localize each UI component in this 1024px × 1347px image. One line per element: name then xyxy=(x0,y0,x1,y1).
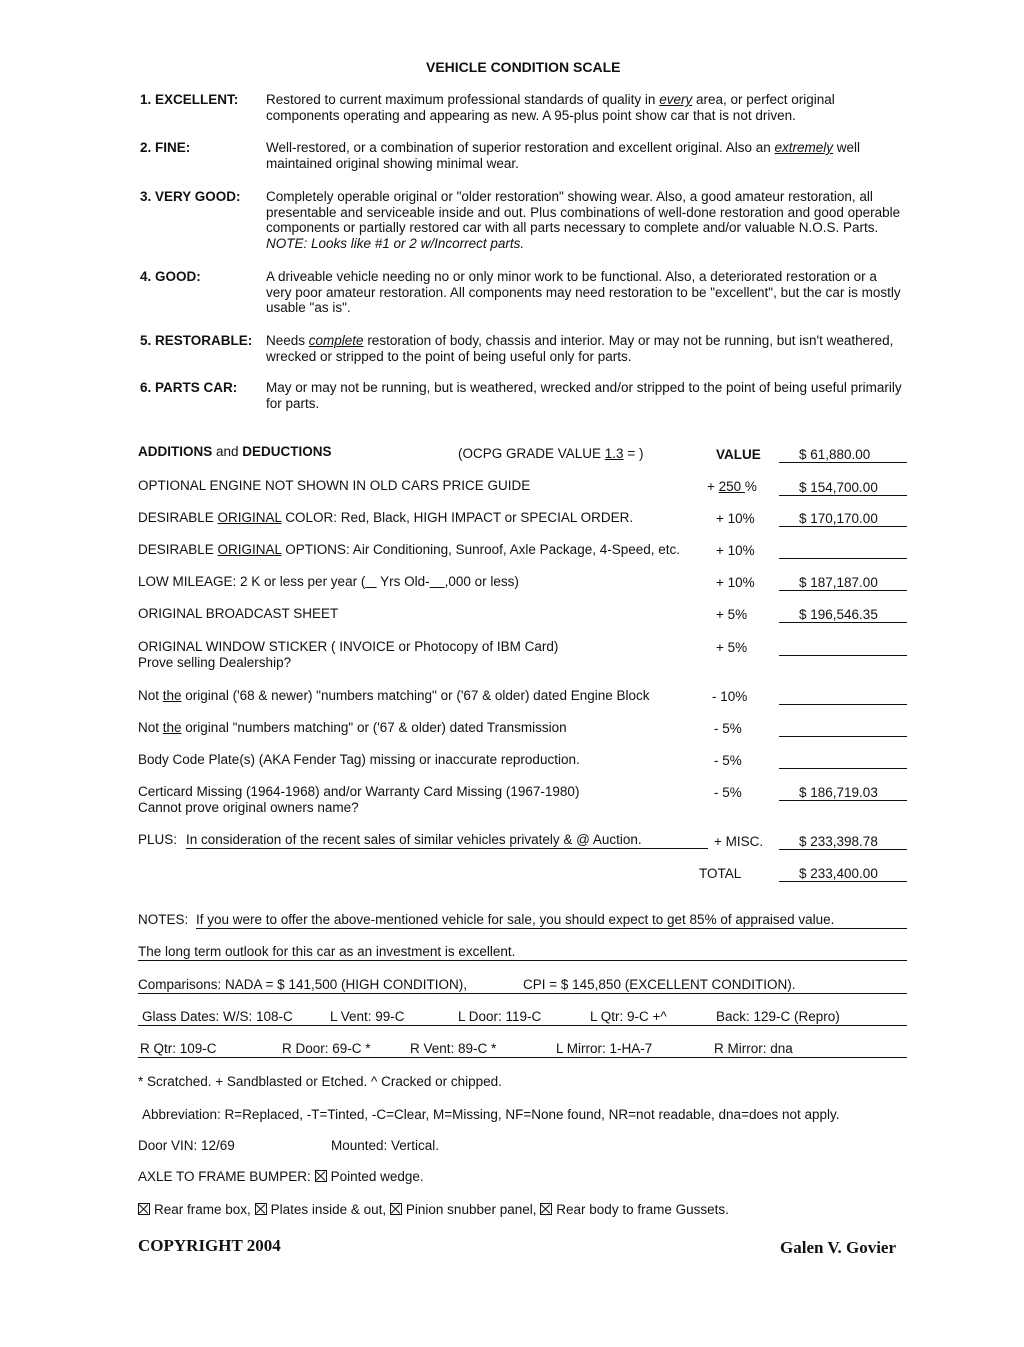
row-label xyxy=(138,542,680,558)
notes-line2-text: The long term outlook for this car as an investment is excellent. xyxy=(138,944,516,959)
row-value-text xyxy=(779,721,799,736)
abbreviation: Abbreviation: R=Replaced, -T=Tinted, -C=Clear, M=Missing, NF=None found, NR=not readable, dna=does not apply. xyxy=(142,1107,840,1122)
mounted: Mounted: Vertical. xyxy=(331,1138,440,1153)
row-label-u: the xyxy=(162,688,182,703)
row-value xyxy=(779,785,907,801)
row-adjustment: + 10% xyxy=(716,543,755,558)
grade-description-text: area, or perfect original components operating and appearing as new. A 95-plus point show car that is not driven. xyxy=(266,92,835,123)
glass-dates-line-1 xyxy=(138,1009,907,1026)
grade-label: 6. PARTS CAR: xyxy=(140,380,238,395)
row-value-text xyxy=(779,543,799,558)
row-label-u: ORIGINAL xyxy=(217,542,282,557)
ocpg-grade-value: 1.3 xyxy=(604,446,624,461)
row-value-text: $ 187,187.00 xyxy=(799,575,878,590)
grade-description-text: well maintained original showing minimal wear. xyxy=(266,140,861,171)
grade-description-text: NOTE: Looks like #1 or 2 w/Incorrect parts. xyxy=(266,235,525,251)
ocpg-prefix: (OCPG GRADE VALUE xyxy=(458,446,605,461)
row-value-text xyxy=(779,753,799,768)
row-adjustment: + 10% xyxy=(716,511,755,526)
comparisons-cpi: CPI = $ 145,850 (EXCELLENT CONDITION). xyxy=(523,977,796,992)
row-adjustment: - 5% xyxy=(714,721,742,736)
base-value xyxy=(779,447,907,463)
row-adjustment xyxy=(707,479,757,494)
grade-description-text: Restored to current maximum professional standards of quality in xyxy=(266,92,660,107)
notes-line1-text: If you were to offer the above-mentioned vehicle for sale, you should expect to get 85% of appraised value. xyxy=(196,912,835,927)
row-adjustment: - 10% xyxy=(712,689,748,704)
row-label-b: COLOR: Red, Black, HIGH IMPACT or SPECIAL ORDER. xyxy=(281,510,634,525)
row-value-text: $ 186,719.03 xyxy=(799,785,878,800)
glass-l-vent: L Vent: 99-C xyxy=(330,1009,405,1024)
adj-prefix: + xyxy=(707,479,719,494)
row-label-u: ORIGINAL xyxy=(217,510,282,525)
check-label: Rear frame box, xyxy=(154,1202,251,1217)
row-label-a: Not xyxy=(138,688,163,703)
grade-description xyxy=(266,189,906,251)
grade-label: 4. GOOD: xyxy=(140,269,201,284)
glass-r-door: R Door: 69-C * xyxy=(282,1041,371,1056)
checked-box-icon xyxy=(390,1203,402,1215)
row-label-line1: Certicard Missing (1964-1968) and/or Warranty Card Missing (1967-1980) xyxy=(138,784,580,799)
comparisons-line xyxy=(138,977,907,994)
row-label-a: LOW MILEAGE: 2 K or less per year ( xyxy=(138,574,366,589)
grade-description-text: complete xyxy=(308,333,364,348)
glass-dates-line-2 xyxy=(138,1041,907,1058)
additions-heading xyxy=(138,444,332,459)
row-adjustment: - 5% xyxy=(714,785,742,800)
row-value-text xyxy=(779,689,799,704)
checked-box-icon xyxy=(540,1203,552,1215)
grade-label: 3. VERY GOOD: xyxy=(140,189,241,204)
row-label-line1: ORIGINAL WINDOW STICKER ( INVOICE or Photocopy of IBM Card) xyxy=(138,639,559,654)
row-value xyxy=(779,543,907,559)
checked-box-icon xyxy=(255,1203,267,1215)
row-value-text xyxy=(779,640,799,655)
row-label: OPTIONAL ENGINE NOT SHOWN IN OLD CARS PRICE GUIDE xyxy=(138,478,531,493)
grade-label: 1. EXCELLENT: xyxy=(140,92,239,107)
row-adjustment: - 5% xyxy=(714,753,742,768)
adj-percent: 250 xyxy=(718,479,745,494)
row-label: ORIGINAL BROADCAST SHEET xyxy=(138,606,339,621)
row-label-b: OPTIONS: Air Conditioning, Sunroof, Axle Package, 4-Speed, etc. xyxy=(281,542,681,557)
row-value xyxy=(779,575,907,591)
row-value xyxy=(779,753,907,769)
row-adjustment: + 10% xyxy=(716,575,755,590)
notes-line1 xyxy=(196,912,907,929)
grade-label: 2. FINE: xyxy=(140,140,191,155)
notes-line2 xyxy=(138,944,907,961)
notes-label: NOTES: xyxy=(138,912,189,927)
row-label xyxy=(138,784,579,816)
plus-value xyxy=(779,834,907,850)
additions-heading-b: DEDUCTIONS xyxy=(242,444,332,459)
glass-ws: Glass Dates: W/S: 108-C xyxy=(142,1009,293,1024)
plus-text-value: In consideration of the recent sales of similar vehicles privately & @ Auction. xyxy=(186,832,642,847)
axle-to-frame xyxy=(138,1169,424,1184)
axle-value: Pointed wedge. xyxy=(330,1169,424,1184)
row-label-a: DESIRABLE xyxy=(138,510,218,525)
row-label xyxy=(138,510,633,526)
grade-description-text: extremely xyxy=(774,140,834,155)
additions-heading-and: and xyxy=(212,444,243,459)
grade-description-text: A driveable vehicle needing no or only minor work to be functional. Also, a deteriorated restoration or a very poor amateur restoration. All components may need restoration to be "excellent", but the car is mostly usable "as is". xyxy=(266,269,901,315)
grade-description-text: restoration of body, chassis and interior. May or may not be running, but isn't weathered, wrecked or stripped to the point of being useful only for parts. xyxy=(266,333,894,364)
grade-description xyxy=(266,380,906,411)
row-label xyxy=(138,574,519,590)
row-label xyxy=(138,688,650,704)
grade-description xyxy=(266,269,906,316)
row-label-blank xyxy=(430,574,445,589)
row-value xyxy=(779,640,907,656)
glass-r-qtr: R Qtr: 109-C xyxy=(140,1041,217,1056)
glass-r-vent: R Vent: 89-C * xyxy=(410,1041,497,1056)
grade-description-text: Well-restored, or a combination of superior restoration and excellent original. Also an xyxy=(266,140,775,155)
grade-description xyxy=(266,92,906,123)
ocpg-suffix: = ) xyxy=(623,446,644,461)
grade-description xyxy=(266,333,906,364)
row-adjustment: + 5% xyxy=(716,607,748,622)
row-label-b: original ('68 & newer) "numbers matching" or ('67 & older) dated Engine Block xyxy=(181,688,650,703)
checked-box-icon xyxy=(138,1203,150,1215)
adj-suffix: % xyxy=(744,479,757,494)
row-label-b: Yrs Old- xyxy=(376,574,430,589)
plus-adjustment: + MISC. xyxy=(714,834,764,849)
row-value-text: $ 170,170.00 xyxy=(799,511,878,526)
value-label: VALUE xyxy=(716,447,761,462)
total-label: TOTAL xyxy=(699,866,742,881)
row-label-u: the xyxy=(162,720,182,735)
row-label-a: Not xyxy=(138,720,163,735)
axle-label: AXLE TO FRAME BUMPER: xyxy=(138,1169,311,1184)
row-label xyxy=(138,639,558,671)
glass-back: Back: 129-C (Repro) xyxy=(716,1009,840,1024)
check-label: Plates inside & out, xyxy=(270,1202,387,1217)
row-adjustment: + 5% xyxy=(716,640,748,655)
grade-description-text: Completely operable original or "older restoration" showing wear. Also, a good amateur restoration, all presentable and serviceable inside and out. Plus combinations of well-done restoration and good operable components or partially restored car with all parts necessary to complete and/or valuable N.O.S. Parts. xyxy=(266,189,901,235)
row-label: Body Code Plate(s) (AKA Fender Tag) missing or inaccurate reproduction. xyxy=(138,752,580,767)
door-vin: Door VIN: 12/69 xyxy=(138,1138,235,1153)
glass-l-qtr: L Qtr: 9-C +^ xyxy=(590,1009,667,1024)
check-label: Rear body to frame Gussets. xyxy=(556,1202,729,1217)
checks-line xyxy=(138,1202,729,1217)
total-value-text: $ 233,400.00 xyxy=(799,866,878,881)
row-label-line2: Cannot prove original owners name? xyxy=(138,800,359,815)
total-value xyxy=(779,866,907,882)
grade-description-text: every xyxy=(659,92,693,107)
glass-r-mirror: R Mirror: dna xyxy=(714,1041,793,1056)
row-label-line2: Prove selling Dealership? xyxy=(138,655,292,670)
plus-label: PLUS: xyxy=(138,832,178,847)
grade-description-text: May or may not be running, but is weathered, wrecked and/or stripped to the point of being useful primarily for parts. xyxy=(266,380,902,411)
page-title: VEHICLE CONDITION SCALE xyxy=(426,59,621,75)
row-label-blank xyxy=(365,574,376,589)
grade-label: 5. RESTORABLE: xyxy=(140,333,253,348)
row-value xyxy=(779,607,907,623)
grade-description xyxy=(266,140,906,171)
row-label-a: DESIRABLE xyxy=(138,542,218,557)
check-label: Pinion snubber panel, xyxy=(405,1202,537,1217)
row-label-b: original "numbers matching" or ('67 & older) dated Transmission xyxy=(181,720,567,735)
grade-description-text: Needs xyxy=(266,333,309,348)
row-value xyxy=(779,511,907,527)
row-value-text: $ 196,546.35 xyxy=(799,607,878,622)
glass-l-door: L Door: 119-C xyxy=(458,1009,542,1024)
row-value-text: $ 154,700.00 xyxy=(799,480,878,495)
additions-heading-a: ADDITIONS xyxy=(138,444,213,459)
copyright: COPYRIGHT 2004 xyxy=(138,1236,281,1255)
row-value xyxy=(779,689,907,705)
glass-l-mirror: L Mirror: 1-HA-7 xyxy=(556,1041,653,1056)
plus-value-text: $ 233,398.78 xyxy=(799,834,878,849)
row-value xyxy=(779,480,907,496)
comparisons-nada: Comparisons: NADA = $ 141,500 (HIGH CONDITION), xyxy=(138,977,467,992)
plus-text xyxy=(186,832,708,849)
checked-box-icon xyxy=(315,1170,327,1182)
legend: * Scratched. + Sandblasted or Etched. ^ Cracked or chipped. xyxy=(138,1074,502,1089)
row-label xyxy=(138,720,567,736)
row-value xyxy=(779,721,907,737)
ocpg-grade xyxy=(458,446,643,461)
author: Galen V. Govier xyxy=(780,1238,897,1257)
row-label-c: ,000 or less) xyxy=(444,574,519,589)
base-value-text: $ 61,880.00 xyxy=(799,447,871,462)
